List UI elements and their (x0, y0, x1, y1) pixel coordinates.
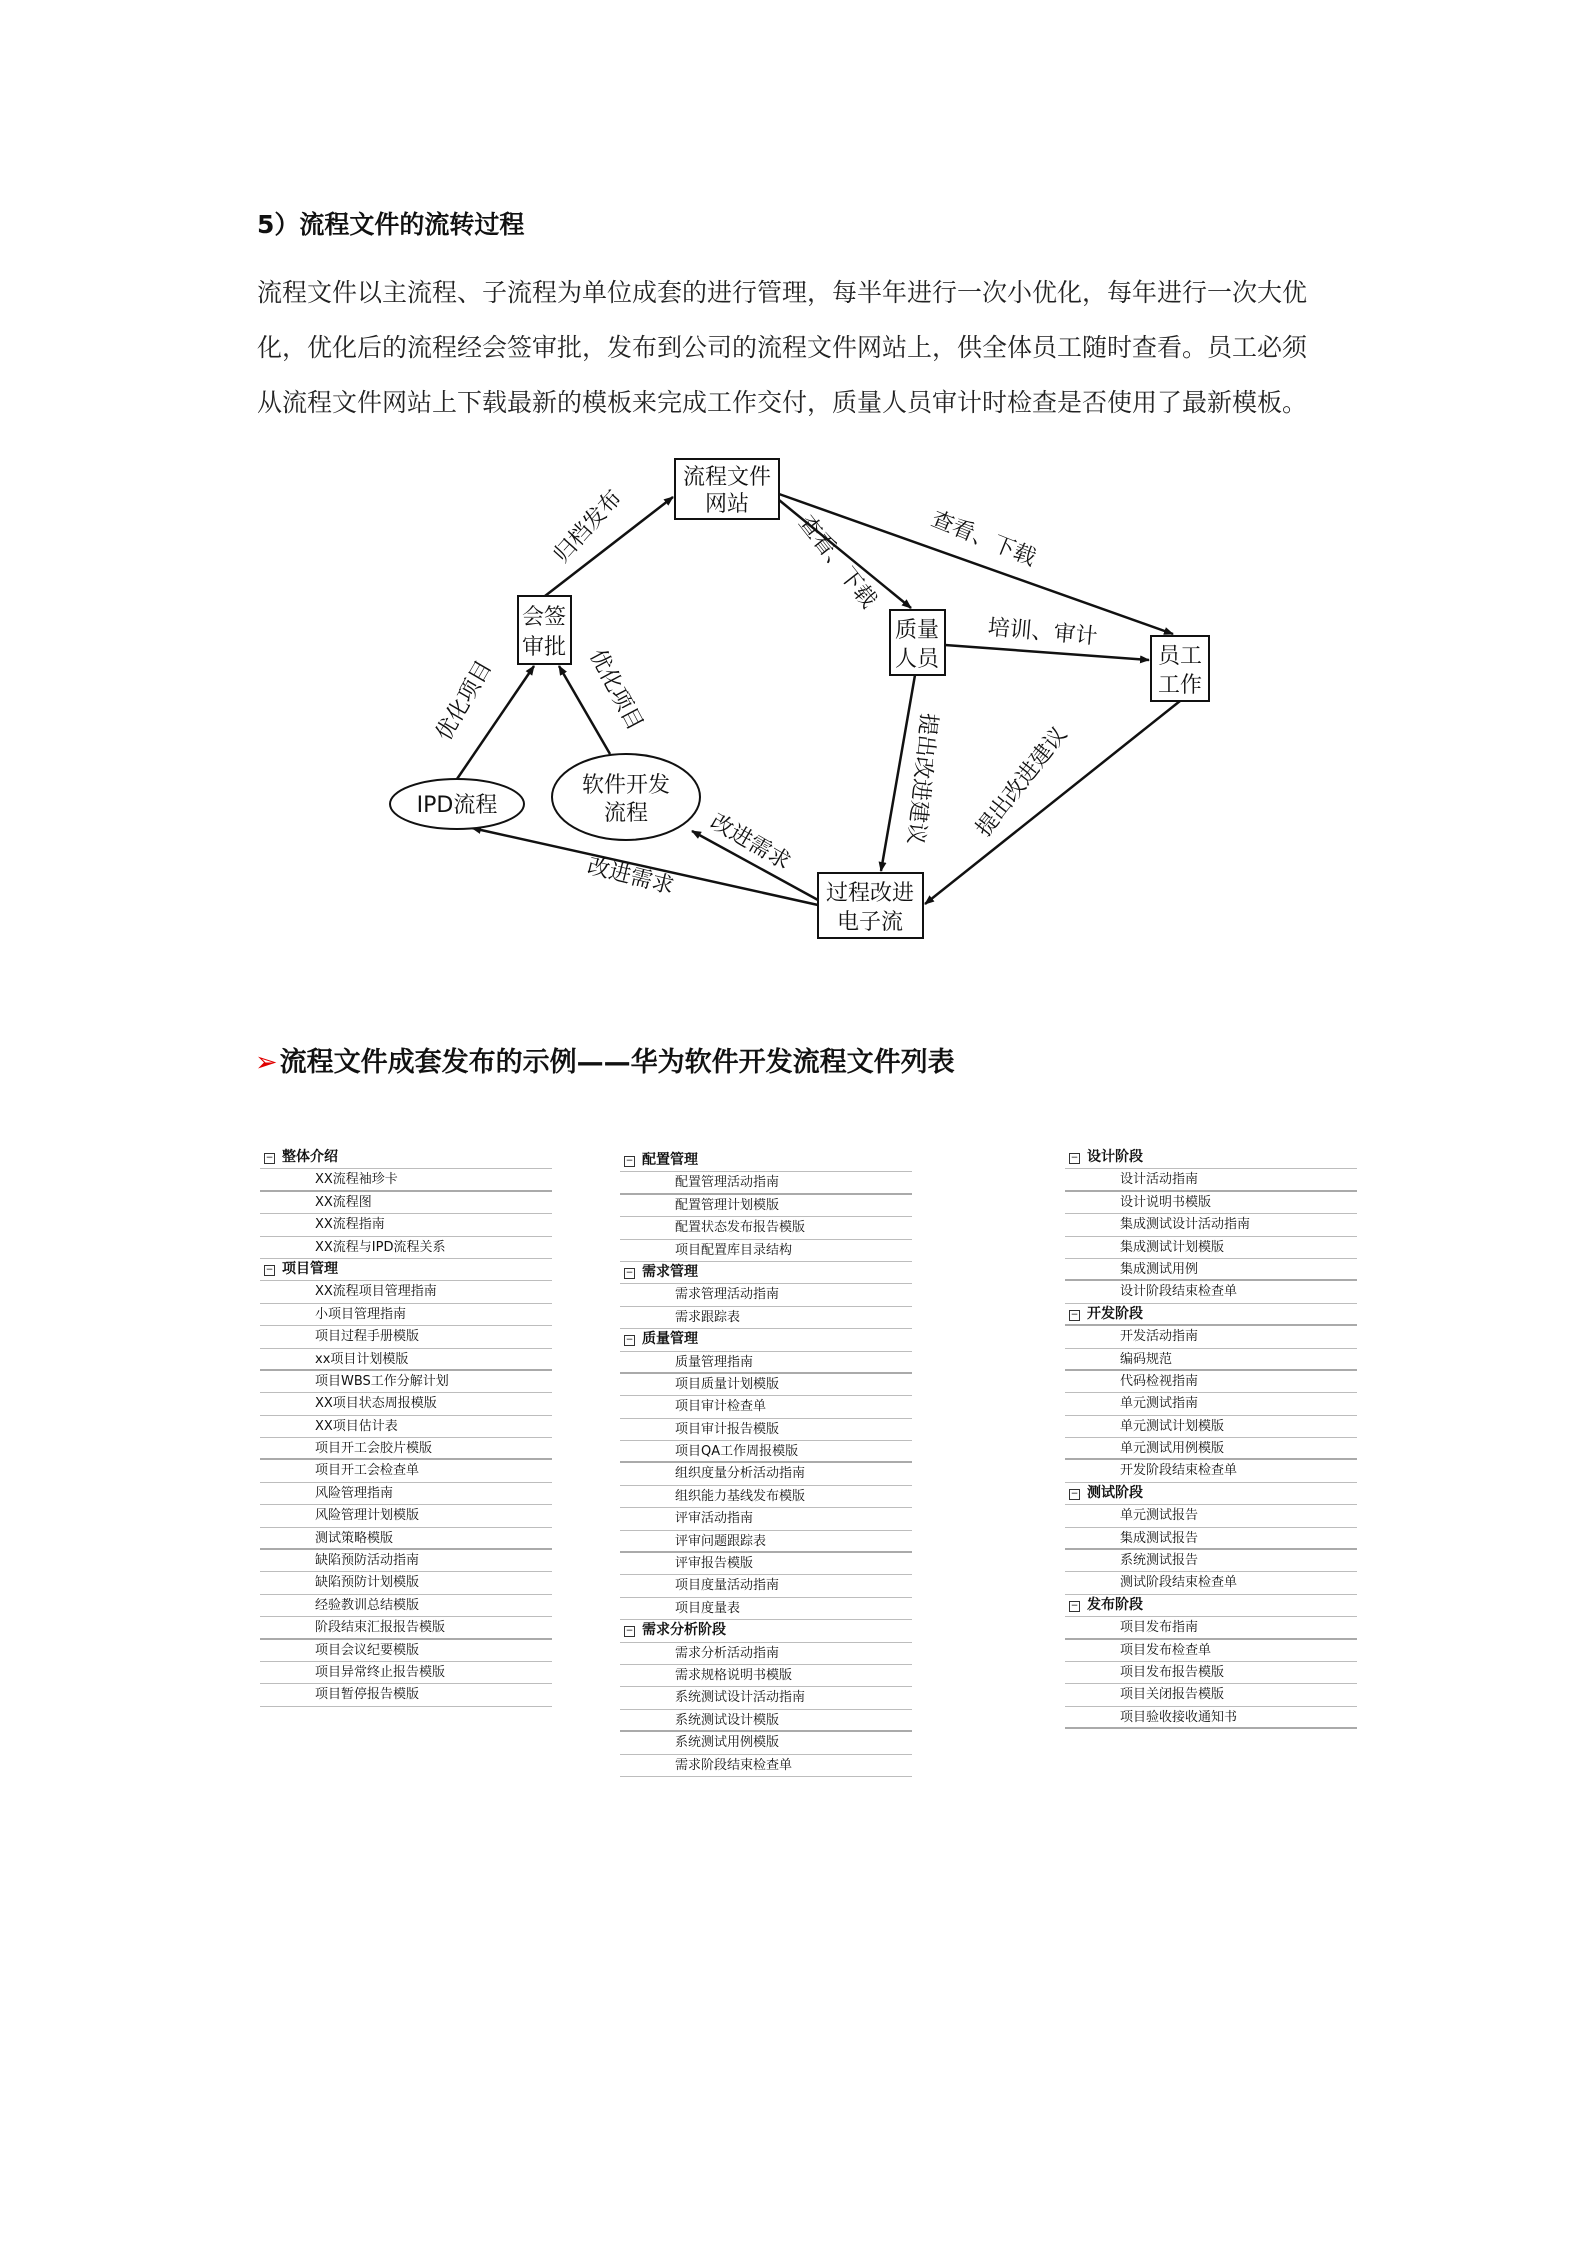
tree-group-header[interactable] (260, 1259, 552, 1281)
tree-file-item[interactable]: 测试阶段结束检查单 (1065, 1572, 1357, 1594)
label-train: 培训、审计 (986, 615, 1099, 650)
label-view-staff: 查看、下载 (927, 506, 1040, 572)
tree-file-item[interactable]: XX流程图 (260, 1192, 552, 1214)
paragraph-line: 从流程文件网站上下载最新的模板来完成工作交付，质量人员审计时检查是否使用了最新模板。 (257, 388, 1308, 417)
tree-file-item[interactable]: 项目过程手册模版 (260, 1326, 552, 1348)
tree-file-item[interactable]: 需求分析活动指南 (620, 1643, 912, 1665)
collapse-toggle-icon[interactable]: − (625, 1626, 634, 1637)
tree-file-item[interactable]: 单元测试计划模版 (1065, 1416, 1357, 1438)
tree-file-item[interactable]: 风险管理指南 (260, 1483, 552, 1505)
tree-group-header[interactable] (1065, 1147, 1357, 1169)
tree-file-item[interactable]: 项目审计检查单 (620, 1396, 912, 1418)
collapse-toggle-icon[interactable]: − (1070, 1488, 1079, 1499)
tree-file-item[interactable]: 需求管理活动指南 (620, 1284, 912, 1306)
node-eflow: 过程改进电子流 (825, 881, 915, 935)
collapse-toggle-icon[interactable]: − (265, 1153, 274, 1163)
collapse-toggle-icon[interactable]: − (625, 1267, 634, 1278)
label-suggest-quality: 提出改进建议 (902, 711, 941, 846)
tree-file-item[interactable]: 测试策略模版 (260, 1528, 552, 1550)
tree-file-item[interactable]: 需求阶段结束检查单 (620, 1755, 912, 1777)
node-staff: 员工工作 (1157, 644, 1203, 698)
collapse-toggle-icon[interactable]: − (625, 1156, 634, 1166)
tree-group-header[interactable] (260, 1147, 552, 1169)
tree-group-title: 开发阶段 (1087, 1305, 1143, 1322)
label-optimize-software: 优化项目 (584, 645, 648, 735)
label-archive: 归档发布 (549, 485, 627, 568)
tree-file-item[interactable]: 配置管理活动指南 (620, 1172, 912, 1194)
tree-file-item[interactable]: XX项目状态周报模版 (260, 1393, 552, 1415)
tree-file-item[interactable]: 缺陷预防计划模版 (260, 1572, 552, 1594)
tree-file-item[interactable]: 单元测试指南 (1065, 1393, 1357, 1415)
tree-file-item[interactable]: XX流程指南 (260, 1214, 552, 1236)
tree-group-header[interactable] (1065, 1483, 1357, 1505)
tree-file-item[interactable]: XX流程与IPD流程关系 (260, 1237, 552, 1259)
tree-file-item[interactable]: 编码规范 (1065, 1349, 1357, 1371)
collapse-toggle-icon[interactable]: − (625, 1335, 634, 1346)
tree-file-item[interactable]: 设计阶段结束检查单 (1065, 1281, 1357, 1303)
tree-file-item[interactable]: 经验教训总结模版 (260, 1595, 552, 1617)
tree-file-item[interactable]: 设计活动指南 (1065, 1169, 1357, 1191)
arrow-bullet-icon: ➢ (255, 1047, 278, 1078)
tree-file-item[interactable]: 开发阶段结束检查单 (1065, 1460, 1357, 1482)
edge-train (945, 645, 1149, 660)
tree-group-header[interactable] (620, 1150, 912, 1172)
tree-file-item[interactable]: 项目异常终止报告模版 (260, 1662, 552, 1684)
tree-file-item[interactable]: 项目关闭报告模版 (1065, 1684, 1357, 1706)
paragraph-line: 流程文件以主流程、子流程为单位成套的进行管理，每半年进行一次小优化，每年进行一次大优 (257, 278, 1308, 307)
tree-file-item[interactable]: 单元测试用例模版 (1065, 1438, 1357, 1460)
example-heading-text: 流程文件成套发布的示例——华为软件开发流程文件列表 (279, 1047, 955, 1078)
tree-file-item[interactable]: 项目会议纪要模版 (260, 1640, 552, 1662)
tree-file-item[interactable]: XX项目估计表 (260, 1416, 552, 1438)
tree-file-item[interactable]: 评审问题跟踪表 (620, 1531, 912, 1553)
tree-file-item[interactable]: 项目发布检查单 (1065, 1640, 1357, 1662)
tree-file-item[interactable]: 评审活动指南 (620, 1508, 912, 1530)
tree-file-item[interactable]: 风险管理计划模版 (260, 1505, 552, 1527)
tree-file-item[interactable]: 项目QA工作周报模版 (620, 1441, 912, 1463)
tree-group-title: 质量管理 (642, 1331, 698, 1348)
tree-file-item[interactable]: 系统测试报告 (1065, 1550, 1357, 1572)
tree-group-header[interactable] (620, 1262, 912, 1284)
example-heading (255, 1040, 955, 1079)
tree-file-item[interactable]: 项目发布报告模版 (1065, 1662, 1357, 1684)
node-ipd: IPD流程 (416, 793, 498, 818)
tree-file-item[interactable]: 集成测试用例 (1065, 1259, 1357, 1281)
tree-file-item[interactable]: 组织能力基线发布模版 (620, 1486, 912, 1508)
tree-group-title: 项目管理 (282, 1260, 338, 1277)
tree-file-item[interactable]: 系统测试设计活动指南 (620, 1687, 912, 1709)
process-flow-diagram (0, 0, 1587, 1000)
tree-group-header[interactable] (620, 1329, 912, 1351)
collapse-toggle-icon[interactable]: − (265, 1264, 274, 1275)
label-need-ipd: 改进需求 (584, 853, 677, 900)
tree-group-title: 设计阶段 (1087, 1149, 1143, 1165)
tree-file-item[interactable]: 项目审计报告模版 (620, 1419, 912, 1441)
tree-file-item[interactable]: 系统测试设计模版 (620, 1710, 912, 1732)
tree-file-item[interactable]: 需求跟踪表 (620, 1307, 912, 1329)
tree-file-item[interactable]: 设计说明书模版 (1065, 1192, 1357, 1214)
tree-file-item[interactable]: 项目度量活动指南 (620, 1575, 912, 1597)
section-heading: 5）流程文件的流转过程 (257, 210, 525, 239)
tree-file-item[interactable]: 配置状态发布报告模版 (620, 1217, 912, 1239)
tree-group-header[interactable] (620, 1620, 912, 1642)
tree-file-item[interactable]: xx项目计划模版 (260, 1349, 552, 1371)
tree-file-item[interactable]: 项目暂停报告模版 (260, 1684, 552, 1706)
tree-file-item[interactable]: 代码检视指南 (1065, 1371, 1357, 1393)
tree-file-item[interactable]: 需求规格说明书模版 (620, 1665, 912, 1687)
tree-file-item[interactable]: 项目验收接收通知书 (1065, 1707, 1357, 1729)
tree-group-title: 需求分析阶段 (642, 1622, 726, 1639)
tree-file-item[interactable]: 项目度量表 (620, 1598, 912, 1620)
file-list-column-2 (620, 1150, 912, 1777)
tree-file-item[interactable]: XX流程袖珍卡 (260, 1169, 552, 1191)
file-list-column-1 (260, 1147, 552, 1707)
paragraph-line: 化，优化后的流程经会签审批，发布到公司的流程文件网站上，供全体员工随时查看。员工必须 (257, 333, 1308, 362)
tree-file-item[interactable]: 评审报告模版 (620, 1553, 912, 1575)
tree-file-item[interactable]: 项目开工会胶片模版 (260, 1438, 552, 1460)
label-view-quality: 查看、下载 (793, 510, 881, 614)
tree-file-item[interactable]: 组织度量分析活动指南 (620, 1463, 912, 1485)
tree-file-item[interactable]: 集成测试报告 (1065, 1528, 1357, 1550)
file-list-column-3 (1065, 1147, 1357, 1729)
node-quality: 质量人员 (894, 618, 940, 672)
tree-file-item[interactable]: 集成测试设计活动指南 (1065, 1214, 1357, 1236)
label-need-software: 改进需求 (705, 809, 795, 876)
collapse-toggle-icon[interactable]: − (1070, 1600, 1079, 1611)
tree-file-item[interactable]: 小项目管理指南 (260, 1304, 552, 1326)
tree-file-item[interactable]: 集成测试计划模版 (1065, 1237, 1357, 1259)
node-software: 软件开发流程 (581, 773, 671, 826)
label-suggest-staff: 提出改进建议 (971, 722, 1073, 842)
tree-file-item[interactable]: 缺陷预防活动指南 (260, 1550, 552, 1572)
tree-file-item[interactable]: 项目WBS工作分解计划 (260, 1371, 552, 1393)
tree-file-item[interactable]: 阶段结束汇报报告模版 (260, 1617, 552, 1639)
label-optimize-ipd: 优化项目 (431, 656, 498, 746)
tree-file-item[interactable]: 项目质量计划模版 (620, 1374, 912, 1396)
collapse-toggle-icon[interactable]: − (1070, 1309, 1079, 1320)
tree-group-title: 配置管理 (642, 1152, 698, 1168)
tree-file-item[interactable]: 质量管理指南 (620, 1352, 912, 1374)
tree-group-title: 测试阶段 (1087, 1484, 1143, 1501)
tree-group-title: 整体介绍 (282, 1149, 338, 1165)
tree-file-item[interactable]: 项目配置库目录结构 (620, 1240, 912, 1262)
tree-group-header[interactable] (1065, 1595, 1357, 1617)
tree-file-item[interactable]: 配置管理计划模版 (620, 1195, 912, 1217)
tree-file-item[interactable]: 单元测试报告 (1065, 1505, 1357, 1527)
node-approval: 会签审批 (521, 605, 567, 660)
tree-group-title: 需求管理 (642, 1263, 698, 1280)
collapse-toggle-icon[interactable]: − (1070, 1153, 1079, 1163)
tree-group-header[interactable] (1065, 1304, 1357, 1326)
tree-file-item[interactable]: 项目发布指南 (1065, 1617, 1357, 1639)
tree-file-item[interactable]: 开发活动指南 (1065, 1326, 1357, 1348)
tree-file-item[interactable]: 项目开工会检查单 (260, 1460, 552, 1482)
tree-group-title: 发布阶段 (1087, 1596, 1143, 1613)
node-website: 流程文件网站 (682, 465, 772, 517)
tree-file-item[interactable]: XX流程项目管理指南 (260, 1281, 552, 1303)
tree-file-item[interactable]: 系统测试用例模版 (620, 1732, 912, 1754)
